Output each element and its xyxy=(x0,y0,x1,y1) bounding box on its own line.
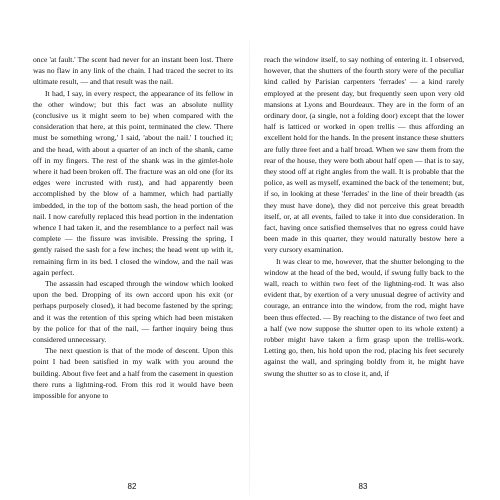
page-number-right: 83 xyxy=(358,482,368,491)
left-paragraph-4: The next question is that of the mode of descent. Upon this point I had been satisfied in my walk with you around the building. About five feet and a half from the casement in question there runs a lightning-rod. From this rod it would have been impossible for anyone to xyxy=(33,346,233,401)
left-paragraph-1: once 'at fault.' The scent had never for an instant been lost. There was no flaw in any link of the chain. I had traced the secret to its ultimate result, — and that result was the nail. xyxy=(33,55,233,87)
right-paragraph-2: It was clear to me, however, that the shutter belonging to the window at the head of the bed, would, if swung fully back to the wall, reach to within two feet of the lightning-rod. It was also evident that, by exertion of a very unusual degree of activity and courage, an entrance into the window, from the rod, might have been thus effected. — By reaching to the distance of two feet and a half (we now suppose the shutter open to its whole extent) a robber might have taken a firm grasp upon the trellis-work. Letting go, then, his hold upon the rod, placing his feet securely against the wall, and springing boldly from it, he might have swung the shutter so as to close it, and, if xyxy=(264,256,464,378)
page-number-left: 82 xyxy=(127,482,137,491)
left-paragraph-2: It had, I say, in every respect, the appearance of its fellow in the other window; but this fact was an absolute nullity (conclusive us it might seem to be) when compared with the consideration that here, at this point, terminated the clew. 'There must be something wrong,' I said, 'about the nail.' I touched it; and the head, with about a quarter of an inch of the shank, came off in my fingers. The rest of the shank was in the gimlet-hole where it had been broken off. The fracture was an old one (for its edges were incrusted with rust), and had apparently been accomplished by the blow of a hammer, which had partially imbedded, in the top of the bottom sash, the head portion of the nail. I now carefully replaced this head portion in the indentation whence I had taken it, and the resemblance to a perfect nail was complete — the fissure was invisible. Pressing the spring, I gently raised the sash for a few inches; the head went up with it, remaining firm in its bed. I closed the window, and the nail was again perfect. xyxy=(33,88,233,277)
right-page xyxy=(264,54,464,379)
left-paragraph-3: The assassin had escaped through the window which looked upon the bed. Dropping of its own accord upon his exit (or perhaps purposely closed), it had become fastened by the spring; and it was the retention of this spring which had been mistaken by the police for that of the nail, — farther inquiry being thus considered unnecessary. xyxy=(33,279,233,345)
right-paragraph-1: reach the window itself, to say nothing of entering it. I observed, however, that the shutters of the fourth story were of the peculiar kind called by Parisian carpenters 'ferrades' — a kind rarely employed at the present day, but frequently seen upon very old mansions at Lyons and Bourdeaux. They are in the form of an ordinary door, (a single, not a folding door) except that the lower half is latticed or worked in open trellis — thus affording an excellent hold for the hands. In the present instance these shutters are fully three feet and a half broad. When we saw them from the rear of the house, they were both about half open — that is to say, they stood off at right angles from the wall. It is probable that the police, as well as myself, examined the back of the tenement; but, if so, in looking at these 'ferrades' in the line of their breadth (as they must have done), they did not perceive this great breadth itself, or, at all events, failed to take it into due consideration. In fact, having once satisfied themselves that no egress could have been made in this quarter, they would naturally bestow here a very cursory examination. xyxy=(264,55,464,255)
book-gutter xyxy=(249,40,250,495)
left-page xyxy=(33,54,233,401)
